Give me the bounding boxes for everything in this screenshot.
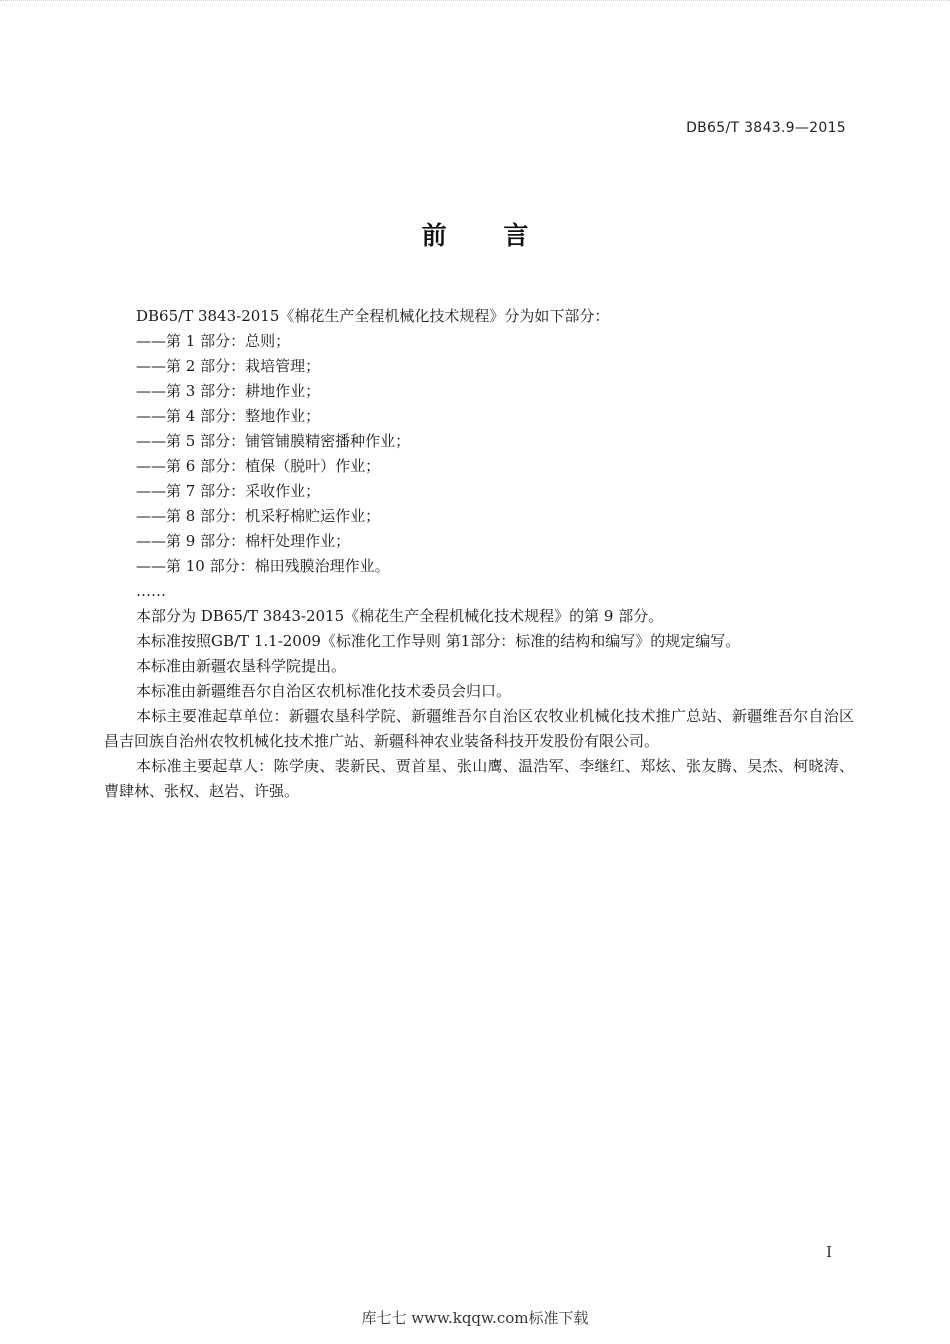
page-number: I [826, 1243, 832, 1261]
part-item: ——第 4 部分：整地作业； [136, 407, 321, 425]
paragraph: 本标准按照GB/T 1.1-2009《标准化工作导则 第1部分：标准的结构和编写》的规定编写。 [136, 632, 741, 650]
ellipsis: …… [136, 582, 166, 600]
part-item: ——第 7 部分：采收作业； [136, 482, 321, 500]
part-item: ——第 10 部分：棉田残膜治理作业。 [136, 557, 390, 575]
paragraph: 本标准由新疆维吾尔自治区农机标准化技术委员会归口。 [136, 682, 512, 700]
document-code: DB65/T 3843.9—2015 [686, 120, 846, 136]
part-item: ——第 2 部分：栽培管理； [136, 357, 321, 375]
paragraph: 本部分为 DB65/T 3843-2015《棉花生产全程机械化技术规程》的第 9 部分。 [136, 607, 664, 625]
paragraph-drafters: 本标准主要起草人：陈学庚、裴新民、贾首星、张山鹰、温浩军、李继红、郑炫、张友腾、吴杰、柯晓涛、曹肆林、张权、赵岩、许强。 [104, 757, 854, 800]
part-item: ——第 8 部分：机采籽棉贮运作业； [136, 507, 381, 525]
part-item: ——第 5 部分：铺管铺膜精密播种作业； [136, 432, 411, 450]
part-item: ——第 3 部分：耕地作业； [136, 382, 321, 400]
part-item: ——第 9 部分：棉杆处理作业； [136, 532, 351, 550]
intro-line: DB65/T 3843-2015《棉花生产全程机械化技术规程》分为如下部分： [136, 307, 610, 325]
document-body [104, 304, 854, 804]
part-item: ——第 6 部分：植保（脱叶）作业； [136, 457, 381, 475]
paragraph-drafting-units: 本标主要准起草单位：新疆农垦科学院、新疆维吾尔自治区农牧业机械化技术推广总站、新疆维吾尔自治区昌吉回族自治州农牧机械化技术推广站、新疆科神农业装备科技开发股份有限公司。 [104, 707, 854, 750]
part-item: ——第 1 部分：总则； [136, 332, 291, 350]
footer-watermark: 库七七 www.kqqw.com标准下载 [361, 1309, 589, 1327]
page-title: 前 言 [421, 221, 553, 250]
paragraph: 本标准由新疆农垦科学院提出。 [136, 657, 347, 675]
scan-edge [0, 0, 950, 9]
